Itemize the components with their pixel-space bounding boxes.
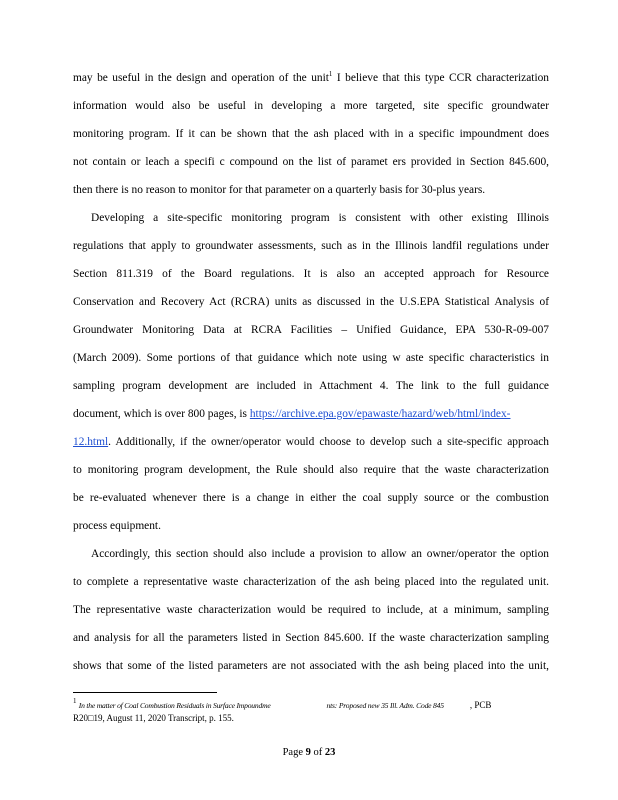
page-label: Page <box>282 747 306 758</box>
body-text: may be useful in the design and operation of the unit <box>73 72 329 84</box>
body-line-8: Section 811.319 of the Board regulations. It is also an accepted approach for Resource <box>73 268 549 280</box>
page-of: of <box>310 747 325 758</box>
body-line-21: and analysis for all the parameters listed in Section 845.600. If the waste characterization sampling <box>73 632 549 644</box>
body-text: document, which is over 800 pages, is <box>73 408 250 420</box>
body-line-1 <box>73 71 549 85</box>
footnote-case-title: In the matter of Coal Combustion Residuals in Surface Impoundme <box>78 701 271 710</box>
footnote-line-2: R20□19, August 11, 2020 Transcript, p. 155. <box>73 713 234 723</box>
footnote-marker: 1 <box>73 697 77 705</box>
footnote-tail: , PCB <box>469 700 492 710</box>
body-line-14 <box>73 435 549 449</box>
body-line-5: then there is no reason to monitor for that parameter on a quarterly basis for 30-plus years. <box>73 184 486 196</box>
body-line-4: not contain or leach a specifi c compound on the list of paramet ers provided in Section 845.600, <box>73 156 549 168</box>
body-line-20: The representative waste characterization would be required to include, at a minimum, sampling <box>73 604 549 616</box>
footnote-case-subtitle: nts: Proposed new 35 Ill. Adm. Code 845 <box>326 701 444 710</box>
total-pages: 23 <box>324 747 336 758</box>
current-page: 9 <box>305 747 311 758</box>
body-line-7: regulations that apply to groundwater assessments, such as in the Illinois landfil regulations under <box>73 240 549 252</box>
body-line-3: monitoring program. If it can be shown that the ash placed with in a specific impoundment does <box>73 128 549 140</box>
body-line-16: be re-evaluated whenever there is a change in either the coal supply source or the combustion <box>73 492 549 504</box>
body-line-11: (March 2009). Some portions of that guidance which note using w aste specific characteristics in <box>73 352 549 364</box>
body-line-17: process equipment. <box>73 520 161 532</box>
body-line-19: to complete a representative waste characterization of the ash being placed into the regulated unit. <box>73 576 549 588</box>
body-line-12: sampling program development are included in Attachment 4. The link to the full guidance <box>73 380 549 392</box>
page-number <box>0 747 618 758</box>
footnote-line-1 <box>73 699 553 712</box>
body-text: . Additionally, if the owner/operator would choose to develop such a site-specific approach <box>108 436 549 448</box>
body-line-13 <box>73 407 549 421</box>
footnote-divider <box>73 692 217 693</box>
body-line-6: Developing a site-specific monitoring program is consistent with other existing Illinois <box>91 212 549 224</box>
guidance-link[interactable]: https://archive.epa.gov/epawaste/hazard/web/html/index- <box>249 408 511 420</box>
body-line-2: information would also be useful in developing a more targeted, site specific groundwater <box>73 100 549 112</box>
body-line-15: to monitoring program development, the Rule should also require that the waste characterization <box>73 464 549 476</box>
body-line-9: Conservation and Recovery Act (RCRA) units as discussed in the U.S.EPA Statistical Analysis of <box>73 296 549 308</box>
guidance-link-continued[interactable]: 12.html <box>73 436 109 448</box>
body-text: I believe that this type CCR characterization <box>332 72 549 84</box>
footnote-ref-1[interactable]: 1 <box>328 70 333 78</box>
body-line-22: shows that some of the listed parameters are not associated with the ash being placed into the unit, <box>73 660 549 672</box>
body-line-18: Accordingly, this section should also include a provision to allow an owner/operator the option <box>91 548 549 560</box>
body-line-10: Groundwater Monitoring Data at RCRA Facilities – Unified Guidance, EPA 530-R-09-007 <box>73 324 549 336</box>
